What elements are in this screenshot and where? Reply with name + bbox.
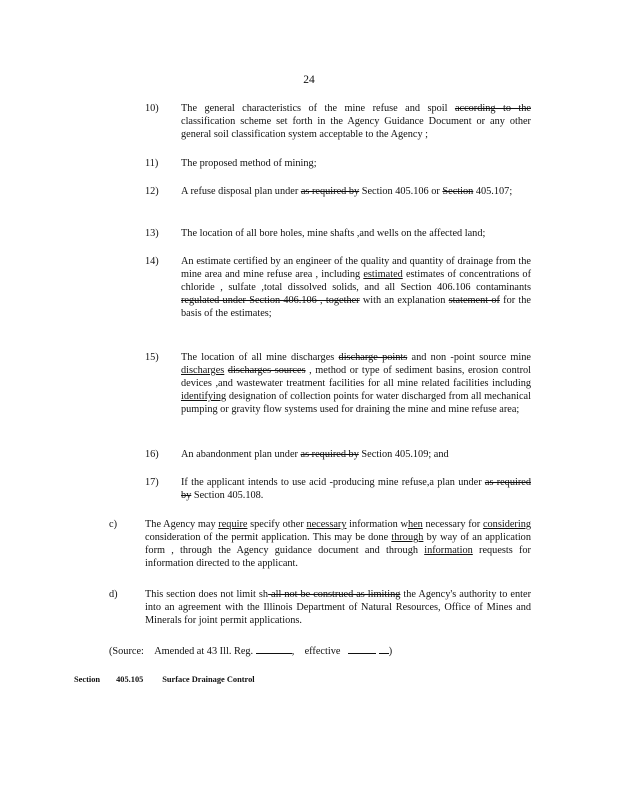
item-text: A refuse disposal plan under as required by Section 405.106 or Section 405.107; [181, 186, 513, 197]
page-number: 24 [303, 74, 315, 86]
item-number: 16) [145, 449, 159, 460]
blank-line [256, 644, 292, 654]
item-number: 13) [145, 228, 159, 239]
item-number: 12) [145, 186, 159, 197]
source-note: (Source: Amended at 43 Ill. Reg. , effective ) [109, 646, 393, 657]
section-heading: Section 405.105 Surface Drainage Control [74, 675, 255, 684]
item-text: If the applicant intends to use acid -producing mine refuse,a plan under as required by Section 405.108. [181, 477, 531, 501]
item-number: 14) [145, 256, 159, 267]
subsection-letter: d) [109, 589, 118, 600]
item-number: 10) [145, 103, 159, 114]
item-text: An abandonment plan under as required by Section 405.109; and [181, 449, 449, 460]
item-text: The location of all mine discharges discharge points and non -point source mine discharges discharges sources , method or type of sediment basins, erosion control devices ,and wastewater treatment facilities for all mine related facilities including identifying designation of collection points for water discharged from all mechanical pumping or gravity flow systems used for draining the mine and mine refuse area; [181, 352, 532, 415]
subsection-text: The Agency may require specify other necessary information when necessary for considering consideration of the permit application. This may be done through by way of an application form , through the Agency guidance document and through information requests for information directed to the applicant. [145, 519, 531, 569]
subsection-letter: c) [109, 519, 117, 530]
item-text: The location of all bore holes, mine shafts ,and wells on the affected land; [181, 228, 486, 239]
item-number: 15) [145, 352, 159, 363]
item-text: The proposed method of mining; [181, 158, 317, 169]
item-number: 11) [145, 158, 159, 169]
item-text: An estimate certified by an engineer of the quality and quantity of drainage from the mine area and mine refuse area , including estimated estimates of concentrations of chloride , sulfate ,total dissolved solids, and all Section 406.106 contaminants regulated under Section 406.106 , together with an explanation statement of for the basis of the estimates; [181, 256, 532, 319]
item-number: 17) [145, 477, 159, 488]
blank-line [348, 644, 376, 654]
subsection-text: This section does not limit sh all not be construed as limiting the Agency's authority to enter into an agreement with the Illinois Department of Natural Resources, Office of Mines and Minerals for joint permit applications. [145, 589, 531, 626]
item-text: The general characteristics of the mine refuse and spoil according to the classification scheme set forth in the Agency Guidance Document or any other general soil classification system acceptable to the Agency ; [181, 103, 531, 140]
blank-line [379, 644, 389, 654]
